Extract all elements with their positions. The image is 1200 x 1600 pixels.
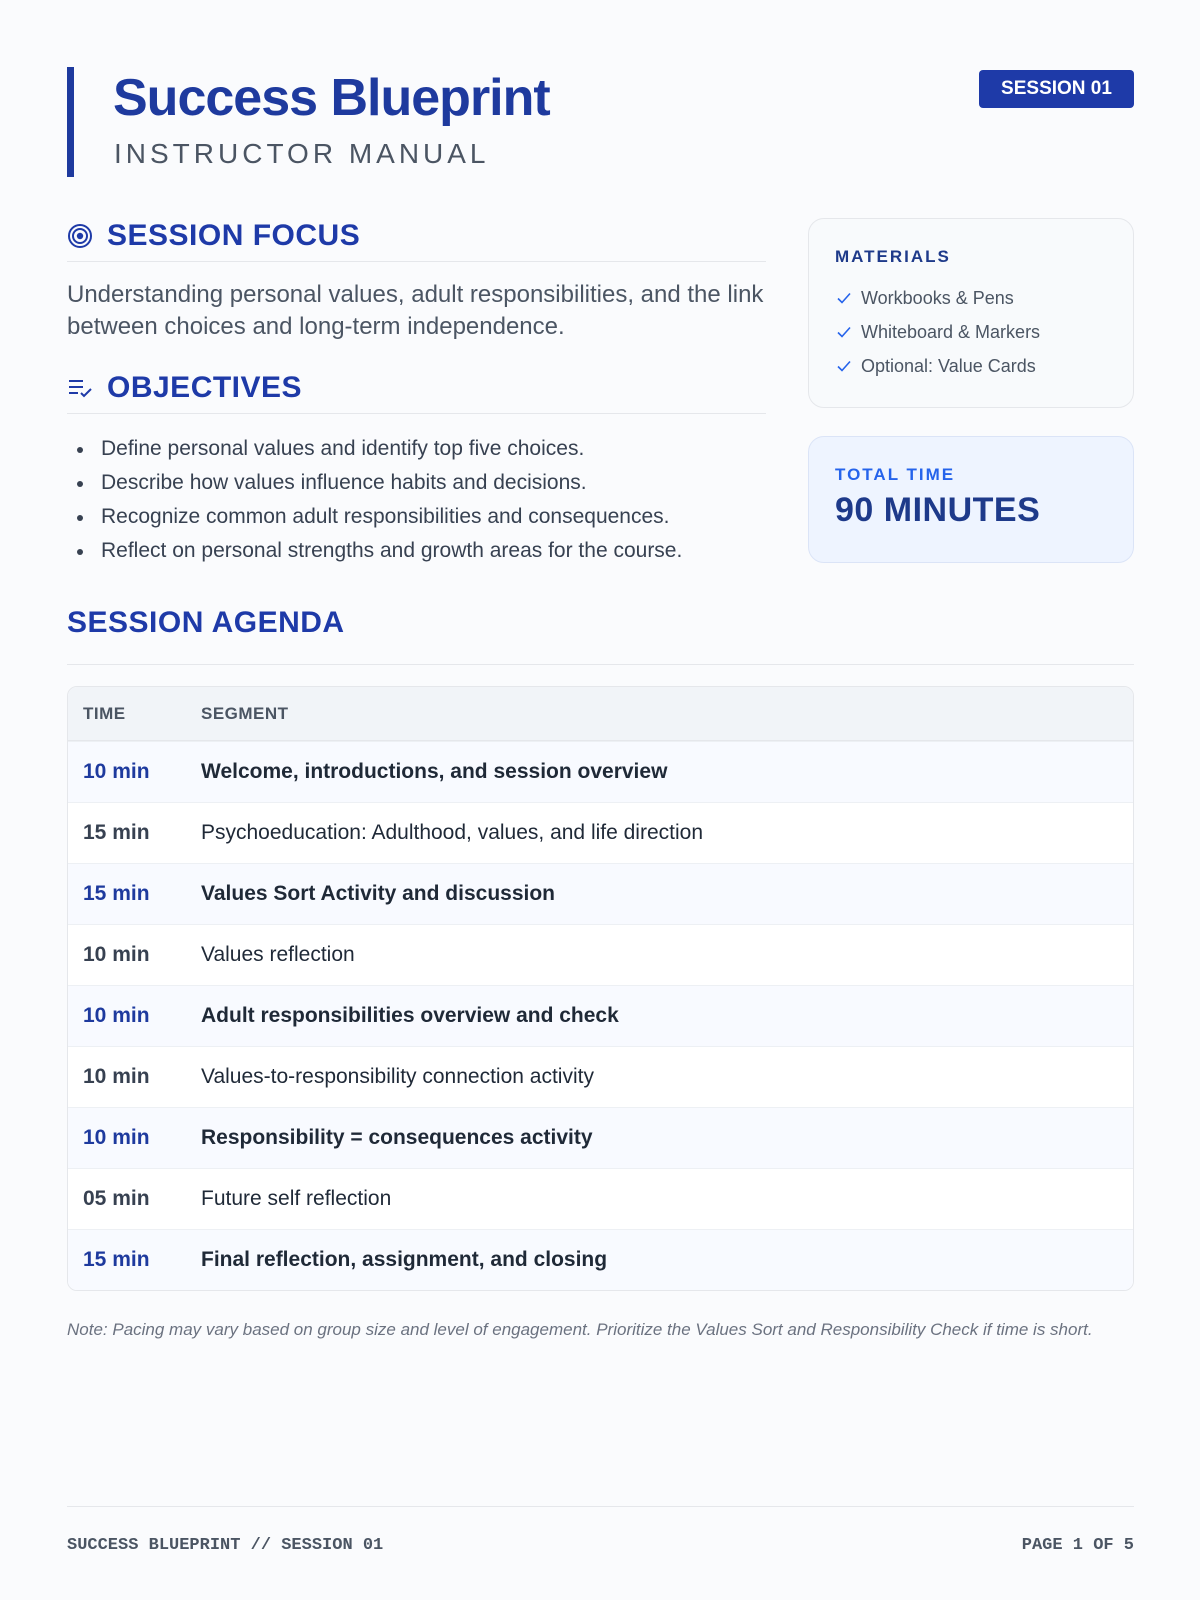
row-time: 10 min [83, 1004, 150, 1027]
column-header-time: TIME [83, 703, 126, 723]
session-focus-title: SESSION FOCUS [107, 218, 361, 252]
materials-item-label: Optional: Value Cards [861, 355, 1036, 376]
total-time-label: TOTAL TIME [835, 465, 956, 484]
objectives-title: OBJECTIVES [107, 370, 303, 404]
page-number: PAGE 1 OF 5 [1021, 1536, 1134, 1555]
column-header-segment: SEGMENT [201, 703, 289, 723]
list-item: Recognize common adult responsibilities and consequences. [67, 500, 767, 534]
list-item: Define personal values and identify top five choices. [67, 432, 767, 466]
divider [67, 664, 1134, 665]
objectives-heading [67, 362, 766, 414]
check-icon [835, 289, 853, 307]
objectives-list [67, 432, 767, 568]
materials-item-label: Whiteboard & Markers [861, 321, 1041, 342]
materials-list [835, 281, 1107, 383]
materials-item [835, 349, 1107, 383]
row-segment: Values-to-responsibility connection activity [201, 1065, 594, 1088]
row-segment: Future self reflection [201, 1187, 392, 1210]
page-subtitle: INSTRUCTOR MANUAL [114, 138, 490, 169]
row-time: 10 min [83, 760, 150, 783]
row-segment: Values reflection [201, 943, 355, 966]
row-segment: Values Sort Activity and discussion [201, 882, 555, 905]
page-title: Success Blueprint [113, 69, 550, 127]
total-time-value: 90 MINUTES [835, 491, 1041, 529]
list-item: Reflect on personal strengths and growth areas for the course. [67, 534, 767, 568]
materials-label: MATERIALS [835, 247, 951, 266]
header-accent-bar [67, 67, 74, 177]
total-time-card [808, 436, 1134, 563]
row-time: 10 min [83, 943, 150, 966]
check-icon [835, 323, 853, 341]
materials-item [835, 315, 1107, 349]
check-icon [835, 357, 853, 375]
target-icon [67, 223, 93, 249]
list-check-icon [67, 375, 93, 401]
footer-divider [67, 1506, 1134, 1507]
materials-card [808, 218, 1134, 408]
row-segment: Adult responsibilities overview and check [201, 1004, 619, 1027]
table-row [68, 1046, 1133, 1107]
table-row [68, 863, 1133, 924]
materials-item [835, 281, 1107, 315]
row-time: 10 min [83, 1065, 150, 1088]
session-agenda-heading: SESSION AGENDA [67, 606, 345, 639]
row-time: 05 min [83, 1187, 150, 1210]
row-segment: Welcome, introductions, and session overview [201, 760, 668, 783]
session-focus-text: Understanding personal values, adult responsibilities, and the link between choices and long-term independence. [67, 281, 764, 340]
session-focus-heading [67, 210, 766, 262]
table-row [68, 924, 1133, 985]
table-row [68, 1168, 1133, 1229]
footer-left: SUCCESS BLUEPRINT // SESSION 01 [67, 1536, 384, 1555]
materials-item-label: Workbooks & Pens [861, 287, 1014, 308]
pacing-note: Note: Pacing may vary based on group size and level of engagement. Prioritize the Values Sort and Responsibility Check if time is short. [67, 1320, 1093, 1339]
row-time: 15 min [83, 821, 150, 844]
agenda-table [67, 686, 1134, 1291]
row-segment: Final reflection, assignment, and closing [201, 1248, 608, 1271]
table-header [68, 687, 1133, 741]
table-row [68, 741, 1133, 802]
row-time: 10 min [83, 1126, 150, 1149]
row-time: 15 min [83, 1248, 150, 1271]
row-segment: Psychoeducation: Adulthood, values, and life direction [201, 821, 704, 844]
session-badge: SESSION 01 [979, 70, 1134, 108]
table-row [68, 985, 1133, 1046]
row-segment: Responsibility = consequences activity [201, 1126, 593, 1149]
list-item: Describe how values influence habits and decisions. [67, 466, 767, 500]
table-row [68, 1229, 1133, 1290]
row-time: 15 min [83, 882, 150, 905]
table-row [68, 1107, 1133, 1168]
table-row [68, 802, 1133, 863]
